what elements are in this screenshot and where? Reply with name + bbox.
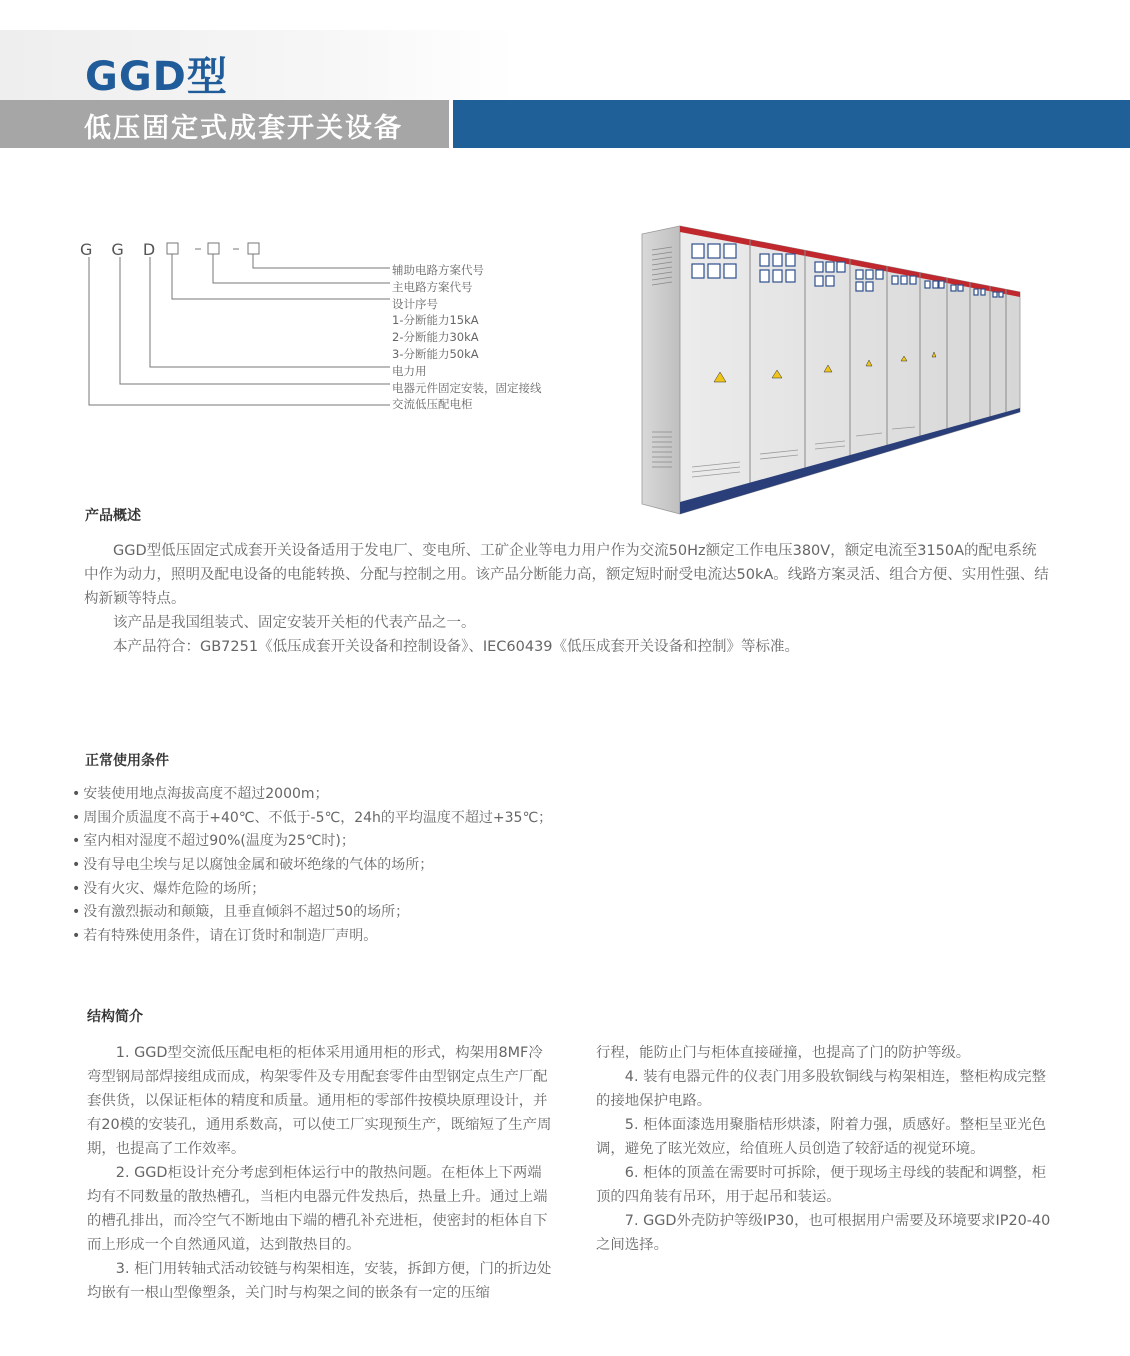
list-item: • 若有特殊使用条件，请在订货时和制造厂声明。 <box>72 925 552 949</box>
list-item: • 没有导电尘埃与足以腐蚀金属和破坏绝缘的气体的场所； <box>72 854 552 878</box>
legend-item: 交流低压配电柜 <box>392 397 473 412</box>
code-letter-d: D <box>142 240 156 259</box>
legend-item: 2-分断能力30kA <box>392 330 479 345</box>
list-item: • 没有火灾、爆炸危险的场所； <box>72 878 552 902</box>
structure-paragraph: 3. 柜门用转轴式活动铰链与构架相连，安装，拆卸方便，门的折边处均嵌有一根山型像塑条，关门时与构架之间的嵌条有一定的压缩 <box>87 1261 552 1301</box>
model-code-legend <box>392 262 542 413</box>
accent-bar <box>453 100 1130 148</box>
header-background <box>0 30 515 100</box>
legend-item: 辅助电路方案代号 <box>392 263 484 277</box>
structure-heading: 结构简介 <box>87 1009 143 1025</box>
structure-paragraph: 2. GGD柜设计充分考虑到柜体运行中的散热问题。在柜体上下两端均有不同数量的散热槽孔，当柜内电器元件发热后，热量上升。通过上端的槽孔排出，而冷空气不断地由下端的槽孔补充进柜，使密封的柜体自下而上形成一个自然通风道，达到散热目的。 <box>87 1165 548 1253</box>
legend-item: 电器元件固定安装，固定接线 <box>392 380 542 395</box>
overview-paragraph: 该产品是我国组装式、固定安装开关柜的代表产品之一。 <box>113 615 476 631</box>
list-item: • 安装使用地点海拔高度不超过2000m； <box>72 783 552 807</box>
model-code-letters <box>80 240 155 259</box>
structure-right-column <box>596 1041 1051 1257</box>
structure-paragraph: 7. GGD外壳防护等级IP30，也可根据用户需要及环境要求IP20-40之间选择。 <box>596 1213 1051 1253</box>
overview-paragraph: GGD型低压固定式成套开关设备适用于发电厂、变电所、工矿企业等电力用户作为交流50Hz额定工作电压380V，额定电流至3150A的配电系统中作为动力，照明及配电设备的电能转换、分配与控制之用。该产品分断能力高，额定短时耐受电流达50kA。线路方案灵活、组合方便、实用性强、结构新颖等特点。 <box>84 543 1049 607</box>
code-letter-g2: G <box>111 240 124 259</box>
list-item: • 室内相对湿度不超过90%(温度为25℃时)； <box>72 830 552 854</box>
conditions-list <box>72 783 552 949</box>
structure-paragraph: 5. 柜体面漆选用聚脂桔形烘漆，附着力强，质感好。整柜呈亚光色调，避免了眩光效应，给值班人员创造了较舒适的视觉环境。 <box>596 1117 1047 1157</box>
list-item: • 没有激烈振动和颠簸，且垂直倾斜不超过50的场所； <box>72 901 552 925</box>
overview-paragraph: 本产品符合：GB7251《低压成套开关设备和控制设备》、IEC60439《低压成套开关设备和控制》等标准。 <box>113 639 800 655</box>
model-title: GGD型 <box>85 54 228 100</box>
structure-paragraph-continued: 行程，能防止门与柜体直接碰撞，也提高了门的防护等级。 <box>596 1045 971 1061</box>
conditions-heading: 正常使用条件 <box>85 753 169 769</box>
model-code-lines <box>70 235 400 420</box>
legend-item: 电力用 <box>392 363 427 378</box>
product-subtitle: 低压固定式成套开关设备 <box>84 113 403 144</box>
switchgear-cabinet-image <box>640 222 1025 522</box>
structure-paragraph: 4. 装有电器元件的仪表门用多股软铜线与构架相连，整柜构成完整的接地保护电路。 <box>596 1069 1047 1109</box>
overview-body <box>84 539 1049 659</box>
code-letter-g1: G <box>80 240 93 259</box>
overview-heading: 产品概述 <box>85 508 141 524</box>
structure-left-column <box>87 1041 552 1305</box>
list-item: • 周围介质温度不高于+40℃、不低于-5℃，24h的平均温度不超过+35℃； <box>72 807 552 831</box>
structure-paragraph: 6. 柜体的顶盖在需要时可拆除，便于现场主母线的装配和调整，柜顶的四角装有吊环，用于起吊和装运。 <box>596 1165 1047 1205</box>
structure-paragraph: 1. GGD型交流低压配电柜的柜体采用通用柜的形式，构架用8MF冷弯型钢局部焊接组成而成，构架零件及专用配套零件由型钢定点生产厂配套供货，以保证柜体的精度和质量。通用柜的零部件按模块原理设计，并有20模的安装孔，通用系数高，可以使工厂实现预生产，既缩短了生产周期，也提高了工作效率。 <box>87 1045 552 1157</box>
legend-item: 设计序号 <box>392 296 438 311</box>
legend-item: 3-分断能力50kA <box>392 346 479 361</box>
legend-item: 1-分断能力15kA <box>392 313 479 328</box>
legend-item: 主电路方案代号 <box>392 279 473 294</box>
